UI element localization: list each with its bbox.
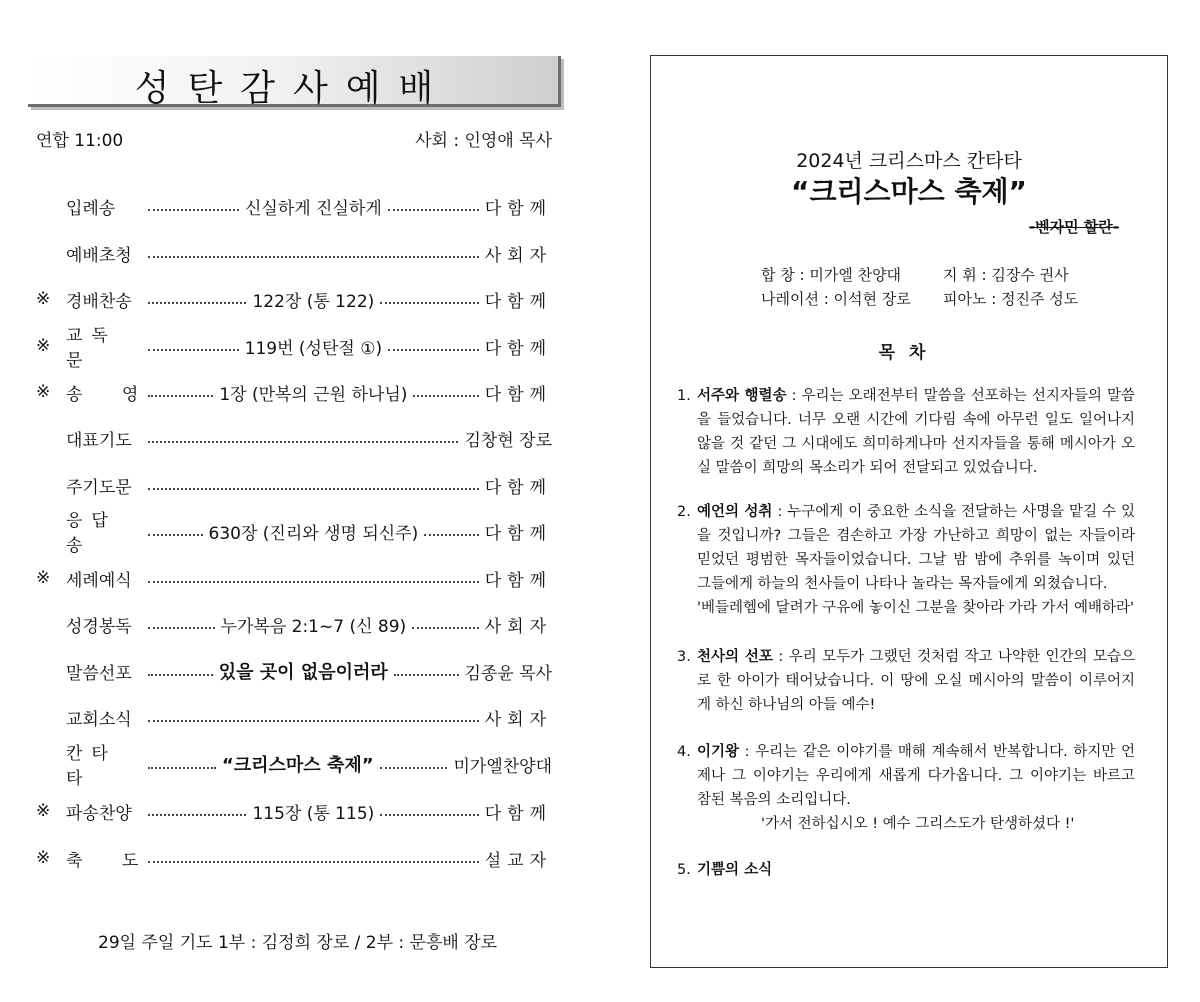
section-text: : 우리는 오래전부터 말씀을 선포하는 선지자들의 말씀을 들었습니다. 너무 오랜 시간에 기다림 속에 아무런 일도 일어나지 않을 것 같던 그 시대에도 희미하게나마 선지자들을 통해 메시아가 오실 말씀이 희망의 목소리가 되어 전달되고 있었습니다. — [697, 388, 1135, 476]
item-label: 송 영 — [66, 384, 139, 405]
leader-dots — [148, 255, 479, 258]
item-leader: 다함께 — [484, 198, 552, 219]
item-leader: 다함께 — [484, 803, 552, 824]
leader-dots — [413, 394, 478, 397]
order-row — [36, 326, 553, 371]
leader-dots — [412, 626, 479, 629]
standing-mark: ※ — [36, 801, 51, 821]
leader-dots — [148, 301, 246, 304]
contents-section — [677, 740, 1135, 836]
leader-dots — [380, 766, 448, 769]
item-leader: 사회자 — [484, 616, 553, 637]
order-row — [36, 193, 552, 219]
item-label: 경배찬송 — [66, 291, 132, 312]
standing-mark: ※ — [36, 289, 51, 309]
narrator-credit: 나레이션 : 이석현 장로 — [761, 290, 911, 308]
item-label: 칸타타 — [66, 744, 117, 789]
section-quote: '베들레헴에 달려가 구유에 놓이신 그분을 찾아라 가라 가서 예배하라' — [697, 600, 1135, 616]
composer-credit: -벤자민 할란- — [1028, 218, 1119, 236]
cantata-year-heading: 2024년 크리스마스 칸타타 — [796, 150, 1022, 172]
service-time: 연합 11:00 — [36, 131, 124, 151]
item-leader: 설교자 — [484, 850, 552, 871]
standing-mark: ※ — [36, 336, 51, 356]
cantata-title: “크리스마스 축제” — [791, 175, 1027, 208]
item-label: 성경봉독 — [66, 616, 132, 637]
conductor-credit: 지 휘 : 김장수 권사 — [943, 266, 1069, 284]
item-label: 대표기도 — [66, 430, 132, 451]
leader-dots — [148, 208, 239, 211]
worship-title: 성탄감사예배 — [134, 68, 452, 109]
section-heading: 서주와 행렬송 — [697, 388, 787, 404]
leader-dots — [148, 860, 479, 863]
section-text: : 우리 모두가 그랬던 것처럼 작고 나약한 인간의 모습으로 한 아이가 태어났습니다. 이 땅에 오실 메시아의 말씀이 이루어지게 하신 하나님의 아들 예수! — [697, 649, 1135, 713]
order-row — [36, 565, 552, 591]
section-text: : 우리는 같은 이야기를 매해 계속해서 반복합니다. 하지만 언제나 그 이야기는 우리에게 새롭게 다가옵니다. 그 이야기는 바르고 참된 복음의 소리입니다. — [697, 744, 1135, 808]
leader-dots — [394, 673, 459, 676]
leader-dots — [148, 626, 215, 629]
item-label: 세례예식 — [66, 570, 132, 591]
order-row — [36, 845, 552, 871]
standing-mark: ※ — [36, 848, 51, 868]
order-row — [36, 511, 553, 556]
contents-title: 목차 — [878, 343, 940, 363]
cantata-panel — [650, 55, 1168, 968]
section-number: 5. — [677, 862, 691, 878]
order-row — [36, 472, 552, 498]
item-content: 630장 (진리와 생명 되신주) — [208, 523, 419, 544]
order-row — [36, 658, 552, 684]
item-leader: 다함께 — [484, 291, 552, 312]
section-heading: 천사의 선포 — [697, 649, 773, 665]
item-leader: 다함께 — [484, 570, 552, 591]
item-label: 교회소식 — [66, 709, 132, 730]
item-leader: 다함께 — [484, 338, 553, 359]
item-label: 말씀선포 — [66, 663, 132, 684]
section-number: 2. — [677, 504, 691, 520]
item-content: 신실하게 진실하게 — [244, 198, 382, 219]
leader-dots — [148, 719, 479, 722]
section-quote: '가서 전하십시오 ! 예수 그리스도가 탄생하셨다 !' — [761, 816, 1075, 832]
item-leader: 사회자 — [484, 709, 552, 730]
section-number: 3. — [677, 649, 691, 665]
worship-title-banner — [28, 56, 561, 107]
item-label: 교독문 — [66, 326, 117, 371]
item-content: 119번 (성탄절 ①) — [244, 338, 383, 359]
leader-dots — [148, 673, 213, 676]
leader-dots — [148, 533, 203, 536]
item-label: 축 도 — [66, 850, 139, 871]
standing-mark: ※ — [36, 568, 51, 588]
item-label: 응답송 — [66, 511, 117, 556]
leader-dots — [424, 533, 479, 536]
section-number: 4. — [677, 744, 691, 760]
item-content: 115장 (통 115) — [252, 803, 375, 824]
leader-dots — [388, 348, 479, 351]
section-text: : 누구에게 이 중요한 소식을 전달하는 사명을 맡길 수 있을 것입니까? 그들은 겸손하고 가장 가난하고 희망이 없는 자들이라 믿었던 평범한 목자들이었습니다. 그날 밤 밤에 추위를 녹이며 있던 그들에게 하늘의 천사들이 나타나 놀라는 목자들에게 외쳤습니다. — [697, 504, 1135, 592]
item-leader: 다함께 — [484, 477, 552, 498]
contents-section — [677, 500, 1135, 620]
item-label: 입례송 — [66, 198, 116, 219]
leader-dots — [148, 580, 479, 583]
order-row — [36, 286, 552, 312]
cantata-name: “크리스마스 축제” — [221, 755, 374, 776]
item-label: 예배초청 — [66, 245, 132, 266]
leader-dots — [148, 348, 239, 351]
order-row — [36, 425, 552, 451]
item-leader: 미가엘찬양대 — [453, 756, 553, 777]
leader-dots — [148, 487, 479, 490]
item-leader: 다함께 — [484, 523, 553, 544]
item-leader: 김창현 장로 — [464, 430, 552, 451]
leader-dots — [148, 813, 246, 816]
order-row — [36, 611, 552, 637]
contents-section — [677, 858, 1135, 882]
contents-section — [677, 384, 1135, 480]
contents-section — [677, 645, 1135, 717]
section-heading: 이기왕 — [697, 744, 740, 760]
choir-credit: 합 창 : 미가엘 찬양대 — [761, 266, 902, 284]
section-heading: 기쁨의 소식 — [697, 862, 773, 878]
leader-dots — [388, 208, 479, 211]
order-row — [36, 704, 552, 730]
item-label: 파송찬양 — [66, 803, 132, 824]
leader-dots — [148, 440, 458, 443]
order-row — [36, 744, 553, 789]
standing-mark: ※ — [36, 382, 51, 402]
item-label: 주기도문 — [66, 477, 132, 498]
piano-credit: 피아노 : 정진주 성도 — [943, 290, 1079, 308]
service-presider: 사회 : 인영애 목사 — [415, 131, 552, 151]
prayer-schedule-note: 29일 주일 기도 1부 : 김정희 장로 / 2부 : 문흥배 장로 — [98, 933, 498, 953]
sermon-title: 있을 곳이 없음이러라 — [218, 662, 388, 683]
order-row — [36, 379, 552, 405]
leader-dots — [148, 766, 216, 769]
order-row — [36, 240, 552, 266]
section-heading: 예언의 성취 — [697, 504, 773, 520]
item-leader: 사회자 — [484, 245, 552, 266]
item-leader: 김종윤 목사 — [464, 663, 553, 684]
section-number: 1. — [677, 388, 691, 404]
leader-dots — [380, 301, 478, 304]
item-content: 누가복음 2:1~7 (신 89) — [220, 616, 407, 637]
leader-dots — [380, 813, 478, 816]
item-leader: 다함께 — [484, 384, 552, 405]
item-content: 1장 (만복의 근원 하나님) — [219, 384, 408, 405]
item-content: 122장 (통 122) — [252, 291, 375, 312]
leader-dots — [148, 394, 213, 397]
order-row — [36, 798, 552, 824]
